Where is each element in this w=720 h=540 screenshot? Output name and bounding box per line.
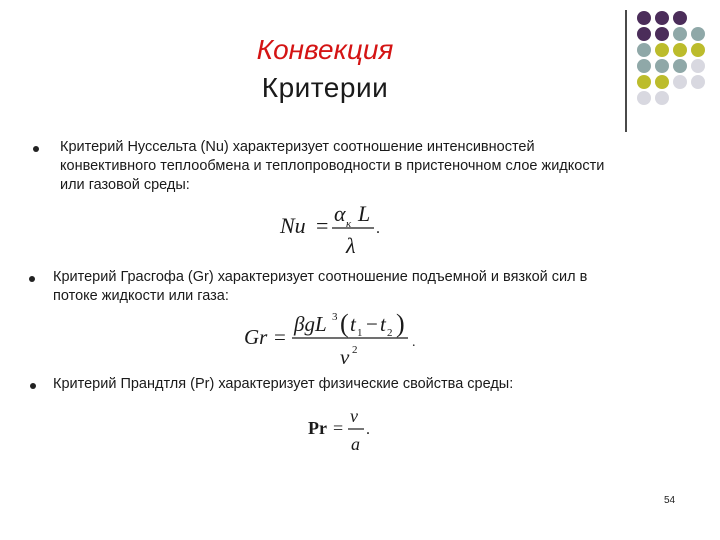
decor-divider-line [625, 10, 627, 132]
decor-dot [691, 75, 705, 89]
grashof-paren-left: ( [340, 309, 349, 338]
decor-dot [637, 43, 651, 57]
grashof-formula [240, 306, 430, 370]
grashof-minus: − [366, 312, 378, 336]
prandtl-formula [304, 404, 384, 456]
decor-dot [691, 43, 705, 57]
decor-dot [691, 59, 705, 73]
decor-dot [637, 11, 651, 25]
bullet-icon [30, 383, 36, 389]
nusselt-period: . [376, 220, 380, 237]
grashof-t1-sub: 1 [357, 327, 363, 339]
decor-dot [673, 27, 687, 41]
decor-dot [673, 59, 687, 73]
nusselt-lhs: Nu [280, 213, 306, 238]
nusselt-lambda: λ [346, 233, 356, 258]
decor-dot [655, 75, 669, 89]
grashof-t1: t [350, 312, 356, 336]
nusselt-alpha-sub: к [346, 218, 352, 230]
prandtl-period: . [366, 421, 370, 438]
decor-dot-empty [673, 91, 687, 105]
prandtl-equals: = [333, 418, 344, 438]
decor-dot-empty [691, 91, 705, 105]
grashof-t2: t [380, 312, 386, 336]
decor-dot [655, 59, 669, 73]
decor-dot [691, 27, 705, 41]
bullet-icon [33, 146, 39, 152]
grashof-lhs: Gr [244, 325, 268, 349]
nusselt-equals: = [316, 213, 329, 238]
prandtl-text: Критерий Прандтля (Pr) характеризует физические свойства среды: [53, 376, 514, 392]
decor-dot [655, 43, 669, 57]
decor-dot-empty [691, 11, 705, 25]
decor-dot [673, 75, 687, 89]
decor-dot [637, 59, 651, 73]
decor-dot [673, 11, 687, 25]
bullet-icon [29, 276, 35, 282]
page-number: 54 [664, 495, 676, 506]
slide-subtitle: Критерии [261, 72, 389, 103]
nusselt-text: Критерий Нуссельта (Nu) характеризует соотношение интенсивностей конвективного теплообмена и теплопроводности в пристеночном слое жидкости или газовой среды: [60, 139, 605, 193]
grashof-nu: ν [340, 345, 350, 369]
decor-dot [637, 27, 651, 41]
decor-dot-grid [637, 11, 705, 105]
grashof-exp2: 2 [352, 344, 358, 356]
slide-title: Конвекция [256, 34, 394, 65]
decor-dot [673, 43, 687, 57]
decor-dot [655, 11, 669, 25]
grashof-period: . [412, 335, 416, 350]
grashof-equals: = [274, 325, 286, 349]
decor-dot [655, 27, 669, 41]
grashof-paren-right: ) [396, 309, 405, 338]
decor-dot [637, 91, 651, 105]
decor-dot [637, 75, 651, 89]
grashof-text: Критерий Грасгофа (Gr) характеризует соотношение подъемной и вязкой сил в потоке жидкости или газа: [53, 269, 588, 304]
prandtl-a: a [351, 434, 360, 454]
grashof-beta-g-l: βgL [294, 312, 327, 336]
grashof-t2-sub: 2 [387, 327, 393, 339]
decor-dot [655, 91, 669, 105]
prandtl-lhs: Pr [308, 418, 327, 438]
nusselt-formula [274, 195, 404, 259]
grashof-exp3: 3 [332, 311, 338, 323]
prandtl-nu: ν [350, 406, 358, 426]
nusselt-length: L [358, 201, 371, 226]
nusselt-alpha: α [334, 201, 346, 226]
